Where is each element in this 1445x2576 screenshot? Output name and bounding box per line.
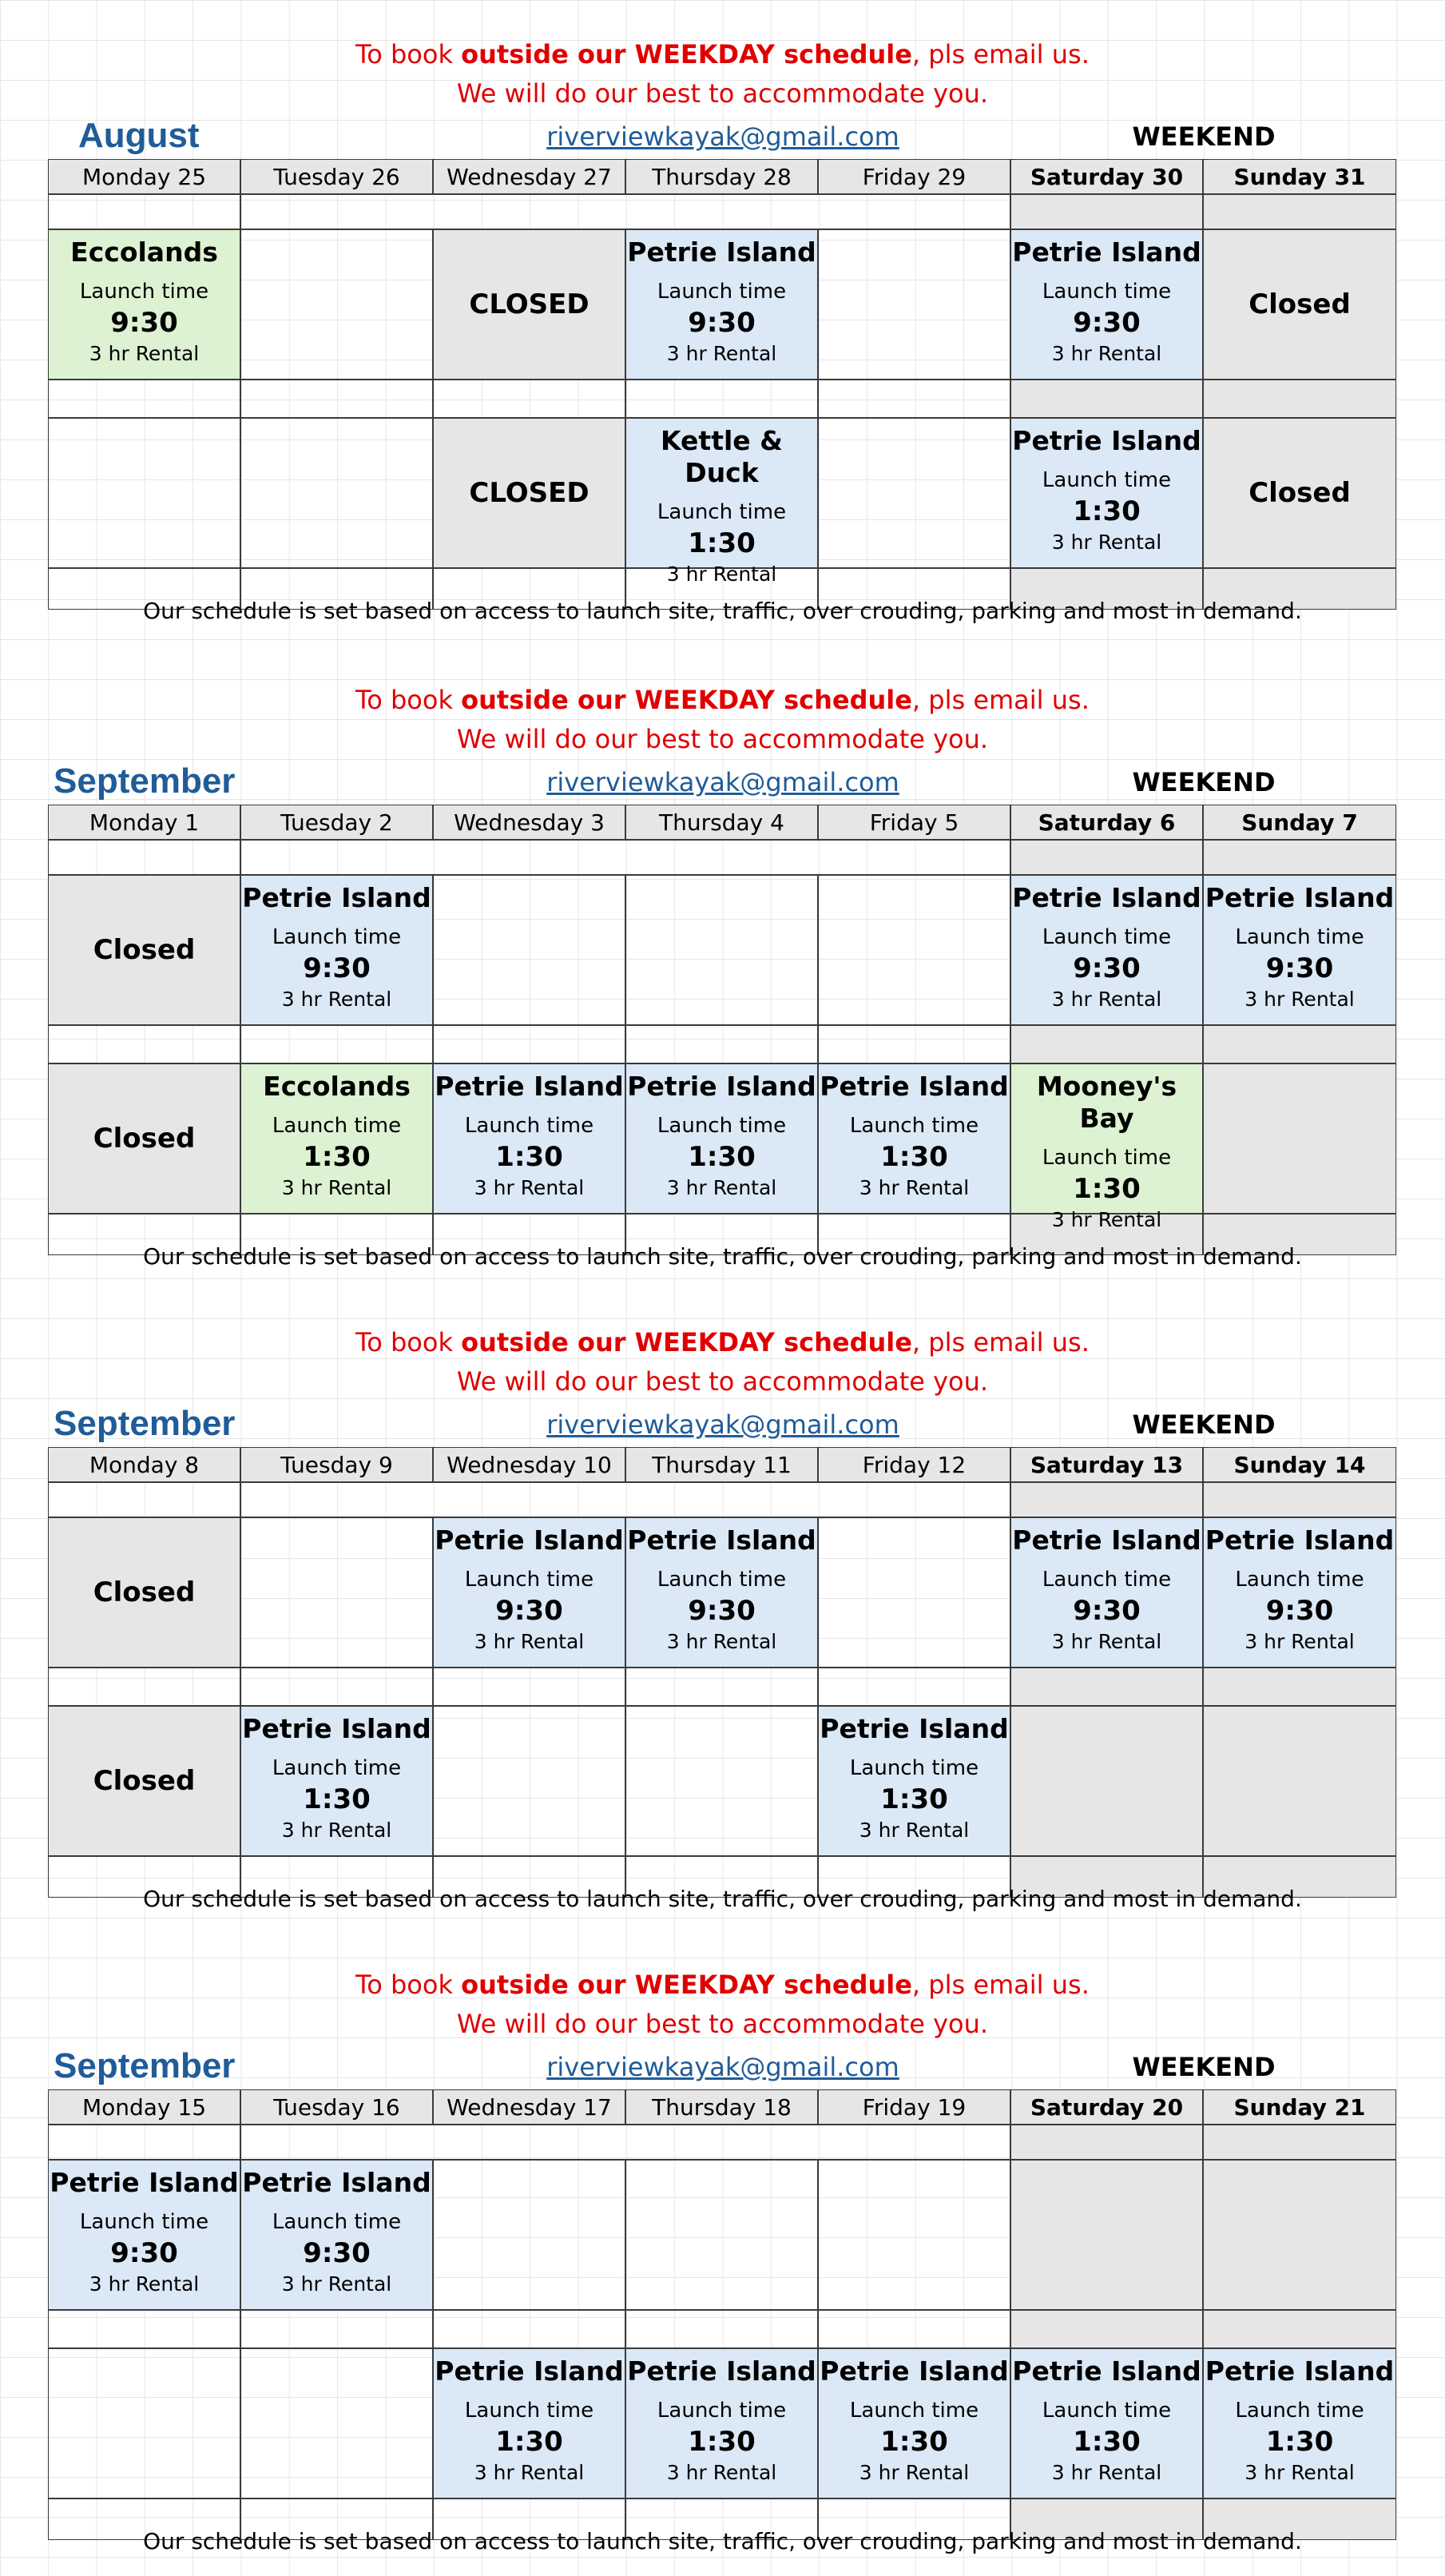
- launch-time-label: Launch time: [1042, 925, 1172, 949]
- rental-duration: 3 hr Rental: [666, 1176, 777, 1199]
- schedule-footer-note: Our schedule is set based on access to launch site, traffic, over crouding, parking and most in demand.: [143, 1243, 1302, 1270]
- closed-cell: [48, 875, 240, 1025]
- launch-location: Petrie Island: [1012, 882, 1201, 913]
- launch-location: Petrie Island: [242, 1713, 431, 1744]
- empty-cell: [240, 229, 433, 380]
- launch-location: Petrie Island: [627, 2355, 816, 2387]
- booking-note-line2: We will do our best to accommodate you.: [456, 2009, 989, 2039]
- month-title: September: [54, 1404, 236, 1443]
- launch-time-label: Launch time: [1042, 468, 1172, 492]
- empty-cell: [625, 2160, 818, 2310]
- booking-note: [0, 37, 1445, 72]
- launch-time-label: Launch time: [1235, 2399, 1364, 2423]
- schedule-footer-note: Our schedule is set based on access to launch site, traffic, over crouding, parking and most in demand.: [143, 598, 1302, 624]
- rental-duration: 3 hr Rental: [1245, 1630, 1355, 1653]
- rental-duration: 3 hr Rental: [89, 2272, 200, 2296]
- day-header: Saturday 6: [1010, 805, 1203, 840]
- launch-location: Petrie Island: [1012, 1525, 1201, 1556]
- day-header: Tuesday 9: [240, 1447, 433, 1482]
- launch-time: 1:30: [303, 1141, 371, 1173]
- launch-time: 9:30: [1073, 307, 1141, 339]
- email-link[interactable]: riverviewkayak@gmail.com: [546, 2052, 899, 2082]
- spacer-cell: [818, 1668, 1010, 1706]
- launch-location: Petrie Island: [1205, 1525, 1395, 1556]
- launch-time: 9:30: [1265, 1595, 1334, 1627]
- month-title: August: [78, 116, 200, 155]
- rental-duration: 3 hr Rental: [666, 563, 777, 586]
- closed-label: Closed: [1248, 288, 1351, 320]
- empty-cell: [1010, 1706, 1203, 1856]
- booking-note-prefix: To book: [355, 39, 462, 70]
- launch-time-label: Launch time: [657, 280, 787, 304]
- launch-location: Petrie Island: [242, 2167, 431, 2198]
- rental-duration: 3 hr Rental: [1051, 342, 1162, 365]
- booking-note-suffix: , pls email us.: [911, 1327, 1090, 1358]
- launch-location: Kettle & Duck: [661, 425, 783, 488]
- slot-cell[interactable]: [625, 1063, 818, 1214]
- rental-duration: 3 hr Rental: [89, 342, 200, 365]
- slot-cell[interactable]: [1010, 1517, 1203, 1668]
- booking-note-suffix: , pls email us.: [911, 39, 1090, 70]
- day-header: Thursday 11: [625, 1447, 818, 1482]
- spacer-cell: [625, 380, 818, 418]
- day-header: Monday 8: [48, 1447, 240, 1482]
- spacer-cell: [1010, 194, 1203, 229]
- slot-cell[interactable]: [1203, 2348, 1396, 2498]
- launch-time-label: Launch time: [849, 1114, 979, 1138]
- launch-location: Mooney's Bay: [1036, 1071, 1177, 1134]
- spacer-cell: [48, 2310, 240, 2348]
- slot-cell[interactable]: [433, 1063, 625, 1214]
- schedule-footer-note: Our schedule is set based on access to launch site, traffic, over crouding, parking and most in demand.: [143, 2528, 1302, 2554]
- launch-time: 9:30: [303, 952, 371, 984]
- closed-cell: [433, 229, 625, 380]
- spacer-cell: [240, 1025, 433, 1063]
- launch-time: 9:30: [303, 2237, 371, 2269]
- launch-time: 9:30: [1265, 952, 1334, 984]
- email-link[interactable]: riverviewkayak@gmail.com: [546, 767, 899, 797]
- launch-location: Petrie Island: [1012, 425, 1201, 456]
- spacer-cell: [1203, 2125, 1396, 2160]
- closed-cell: [1203, 418, 1396, 568]
- schedule-table: [48, 805, 1396, 1255]
- spacer-cell: [48, 1025, 240, 1063]
- empty-cell: [1203, 2160, 1396, 2310]
- launch-location: Eccolands: [263, 1071, 411, 1102]
- spacer-cell: [433, 380, 625, 418]
- launch-time-label: Launch time: [1042, 1146, 1172, 1170]
- launch-time: 9:30: [495, 1595, 563, 1627]
- empty-cell: [1203, 1063, 1396, 1214]
- launch-time: 9:30: [1073, 952, 1141, 984]
- launch-time: 1:30: [495, 2426, 563, 2458]
- launch-location: Petrie Island: [820, 1713, 1009, 1744]
- launch-time-label: Launch time: [464, 1114, 594, 1138]
- rental-duration: 3 hr Rental: [1051, 988, 1162, 1011]
- week-block: [0, 0, 1445, 646]
- day-header: Tuesday 16: [240, 2089, 433, 2125]
- empty-cell: [818, 875, 1010, 1025]
- rental-duration: 3 hr Rental: [859, 1819, 970, 1842]
- spacer-cell: [625, 1668, 818, 1706]
- day-header: Friday 19: [818, 2089, 1010, 2125]
- launch-location: Petrie Island: [50, 2167, 239, 2198]
- launch-time: 1:30: [1265, 2426, 1334, 2458]
- day-header: Friday 12: [818, 1447, 1010, 1482]
- email-link[interactable]: riverviewkayak@gmail.com: [546, 121, 899, 152]
- rental-duration: 3 hr Rental: [474, 1176, 585, 1199]
- launch-time: 1:30: [1073, 495, 1141, 527]
- launch-location: Petrie Island: [435, 1071, 624, 1102]
- launch-time-label: Launch time: [79, 280, 209, 304]
- slot-cell[interactable]: [1010, 1063, 1203, 1231]
- week-block: [0, 646, 1445, 1291]
- day-header: Saturday 20: [1010, 2089, 1203, 2125]
- week-block: [0, 1930, 1445, 2576]
- slot-cell[interactable]: [1010, 2348, 1203, 2498]
- spacer-cell: [240, 1668, 433, 1706]
- empty-cell: [240, 2348, 433, 2498]
- launch-time-label: Launch time: [657, 2399, 787, 2423]
- spacer-cell: [1203, 840, 1396, 875]
- launch-location: Petrie Island: [435, 2355, 624, 2387]
- rental-duration: 3 hr Rental: [474, 2461, 585, 2484]
- day-header: Saturday 13: [1010, 1447, 1203, 1482]
- day-header: Monday 15: [48, 2089, 240, 2125]
- launch-time-label: Launch time: [657, 500, 787, 524]
- spacer-cell: [1010, 2310, 1203, 2348]
- slot-cell[interactable]: [240, 1063, 433, 1214]
- launch-location: Petrie Island: [1205, 2355, 1395, 2387]
- day-header: Thursday 4: [625, 805, 818, 840]
- slot-cell[interactable]: [625, 1517, 818, 1668]
- launch-location: Eccolands: [70, 237, 218, 268]
- launch-time-label: Launch time: [849, 2399, 979, 2423]
- launch-location: Petrie Island: [435, 1525, 624, 1556]
- day-header: Wednesday 3: [433, 805, 625, 840]
- booking-note-bold: outside our WEEKDAY schedule: [461, 1970, 912, 2000]
- schedule-footer-note: Our schedule is set based on access to launch site, traffic, over crouding, parking and most in demand.: [143, 1886, 1302, 1912]
- schedule-table: [48, 159, 1396, 610]
- closed-cell: [48, 1706, 240, 1856]
- spacer-cell: [48, 840, 240, 875]
- booking-note-prefix: To book: [355, 1327, 462, 1358]
- launch-location: Petrie Island: [1012, 2355, 1201, 2387]
- empty-cell: [625, 875, 818, 1025]
- closed-label: Closed: [93, 934, 196, 966]
- spacer-cell: [1010, 1482, 1203, 1517]
- day-header: Monday 25: [48, 159, 240, 194]
- launch-time-label: Launch time: [464, 2399, 594, 2423]
- launch-time-label: Launch time: [1042, 1568, 1172, 1592]
- spacer-cell: [240, 380, 433, 418]
- email-link[interactable]: riverviewkayak@gmail.com: [546, 1409, 899, 1440]
- launch-location: Petrie Island: [1012, 237, 1201, 268]
- launch-time-label: Launch time: [272, 1756, 402, 1780]
- spacer-cell: [240, 2125, 1010, 2160]
- spacer-cell: [48, 380, 240, 418]
- day-header: Tuesday 26: [240, 159, 433, 194]
- spacer-cell: [433, 2310, 625, 2348]
- slot-cell[interactable]: [48, 2160, 240, 2310]
- spacer-cell: [818, 380, 1010, 418]
- day-header: Wednesday 17: [433, 2089, 625, 2125]
- day-header: Friday 5: [818, 805, 1010, 840]
- slot-cell[interactable]: [1010, 418, 1203, 568]
- closed-label: Closed: [93, 1765, 196, 1797]
- weekend-label: WEEKEND: [1132, 1409, 1276, 1440]
- day-header: Thursday 28: [625, 159, 818, 194]
- launch-time-label: Launch time: [272, 2210, 402, 2234]
- booking-note-prefix: To book: [355, 685, 462, 715]
- empty-cell: [240, 418, 433, 568]
- empty-cell: [433, 875, 625, 1025]
- week-block: [0, 1288, 1445, 1934]
- rental-duration: 3 hr Rental: [1051, 1630, 1162, 1653]
- schedule-table: [48, 1447, 1396, 1898]
- day-header: Monday 1: [48, 805, 240, 840]
- booking-note-line2: We will do our best to accommodate you.: [456, 78, 989, 109]
- rental-duration: 3 hr Rental: [1245, 988, 1355, 1011]
- rental-duration: 3 hr Rental: [1051, 531, 1162, 554]
- empty-cell: [818, 2160, 1010, 2310]
- spacer-cell: [1203, 1668, 1396, 1706]
- spacer-cell: [818, 1025, 1010, 1063]
- closed-label: Closed: [93, 1123, 196, 1155]
- rental-duration: 3 hr Rental: [474, 1630, 585, 1653]
- launch-location: Petrie Island: [627, 1525, 816, 1556]
- launch-time-label: Launch time: [657, 1568, 787, 1592]
- day-header: Friday 29: [818, 159, 1010, 194]
- rental-duration: 3 hr Rental: [666, 1630, 777, 1653]
- spacer-cell: [1203, 1025, 1396, 1063]
- launch-time-label: Launch time: [464, 1568, 594, 1592]
- booking-note: [0, 1325, 1445, 1360]
- schedule-table: [48, 2089, 1396, 2540]
- spacer-cell: [1203, 194, 1396, 229]
- closed-label: CLOSED: [469, 477, 590, 509]
- slot-cell[interactable]: [625, 2348, 818, 2498]
- booking-note-bold: outside our WEEKDAY schedule: [461, 39, 912, 70]
- month-title: September: [54, 761, 236, 801]
- slot-cell[interactable]: [625, 229, 818, 380]
- booking-note-bold: outside our WEEKDAY schedule: [461, 1327, 912, 1358]
- slot-cell[interactable]: [625, 418, 818, 586]
- rental-duration: 3 hr Rental: [859, 1176, 970, 1199]
- launch-time: 1:30: [880, 2426, 948, 2458]
- slot-cell[interactable]: [240, 2160, 433, 2310]
- spacer-cell: [48, 1482, 240, 1517]
- empty-cell: [48, 418, 240, 568]
- weekend-label: WEEKEND: [1132, 2052, 1276, 2082]
- slot-cell[interactable]: [818, 2348, 1010, 2498]
- rental-duration: 3 hr Rental: [666, 342, 777, 365]
- day-header: Tuesday 2: [240, 805, 433, 840]
- day-header: Thursday 18: [625, 2089, 818, 2125]
- slot-cell[interactable]: [1203, 875, 1396, 1025]
- empty-cell: [1203, 1706, 1396, 1856]
- launch-time: 1:30: [495, 1141, 563, 1173]
- spacer-cell: [1010, 840, 1203, 875]
- spacer-cell: [48, 2125, 240, 2160]
- empty-cell: [818, 229, 1010, 380]
- closed-label: CLOSED: [469, 288, 590, 320]
- spacer-cell: [1203, 380, 1396, 418]
- rental-duration: 3 hr Rental: [281, 1819, 392, 1842]
- spacer-cell: [240, 194, 1010, 229]
- launch-time-label: Launch time: [1235, 1568, 1364, 1592]
- empty-cell: [1010, 2160, 1203, 2310]
- booking-note-prefix: To book: [355, 1970, 462, 2000]
- launch-location: Petrie Island: [242, 882, 431, 913]
- spacer-cell: [1010, 2125, 1203, 2160]
- day-header: Sunday 14: [1203, 1447, 1396, 1482]
- launch-time-label: Launch time: [272, 1114, 402, 1138]
- booking-note: [0, 1967, 1445, 2002]
- rental-duration: 3 hr Rental: [1245, 2461, 1355, 2484]
- empty-cell: [433, 1706, 625, 1856]
- launch-time: 9:30: [110, 307, 178, 339]
- slot-cell[interactable]: [1010, 875, 1203, 1025]
- empty-cell: [818, 1517, 1010, 1668]
- empty-cell: [818, 418, 1010, 568]
- launch-time-label: Launch time: [272, 925, 402, 949]
- spacer-cell: [48, 1668, 240, 1706]
- launch-time: 1:30: [880, 1783, 948, 1815]
- launch-time-label: Launch time: [1042, 280, 1172, 304]
- spacer-cell: [433, 1025, 625, 1063]
- booking-note-bold: outside our WEEKDAY schedule: [461, 685, 912, 715]
- rental-duration: 3 hr Rental: [1051, 1208, 1162, 1231]
- slot-cell[interactable]: [240, 875, 433, 1025]
- launch-location: Petrie Island: [627, 237, 816, 268]
- closed-cell: [48, 1517, 240, 1668]
- closed-label: Closed: [93, 1576, 196, 1608]
- launch-time: 1:30: [303, 1783, 371, 1815]
- rental-duration: 3 hr Rental: [1051, 2461, 1162, 2484]
- launch-time: 1:30: [1073, 2426, 1141, 2458]
- launch-location: Petrie Island: [1205, 882, 1395, 913]
- rental-duration: 3 hr Rental: [281, 988, 392, 1011]
- day-header: Saturday 30: [1010, 159, 1203, 194]
- closed-label: Closed: [1248, 477, 1351, 509]
- launch-time: 1:30: [1073, 1173, 1141, 1205]
- booking-note-suffix: , pls email us.: [911, 1970, 1090, 2000]
- spacer-cell: [1010, 1668, 1203, 1706]
- empty-cell: [240, 1517, 433, 1668]
- launch-time: 9:30: [110, 2237, 178, 2269]
- launch-time: 9:30: [688, 307, 756, 339]
- day-header: Wednesday 10: [433, 1447, 625, 1482]
- month-title: September: [54, 2046, 236, 2085]
- slot-cell[interactable]: [818, 1063, 1010, 1214]
- launch-time: 1:30: [688, 527, 756, 559]
- spacer-cell: [1203, 1482, 1396, 1517]
- day-header: Sunday 21: [1203, 2089, 1396, 2125]
- weekend-label: WEEKEND: [1132, 121, 1276, 152]
- rental-duration: 3 hr Rental: [281, 2272, 392, 2296]
- launch-time-label: Launch time: [1235, 925, 1364, 949]
- spacer-cell: [433, 1668, 625, 1706]
- booking-note-line2: We will do our best to accommodate you.: [456, 724, 989, 754]
- launch-time: 1:30: [688, 1141, 756, 1173]
- spacer-cell: [48, 194, 240, 229]
- empty-cell: [625, 1706, 818, 1856]
- launch-time-label: Launch time: [79, 2210, 209, 2234]
- booking-note-line2: We will do our best to accommodate you.: [456, 1366, 989, 1397]
- closed-cell: [48, 1063, 240, 1214]
- day-header: Sunday 7: [1203, 805, 1396, 840]
- spacer-cell: [240, 840, 1010, 875]
- slot-cell[interactable]: [1203, 1517, 1396, 1668]
- spacer-cell: [1203, 2310, 1396, 2348]
- launch-time: 9:30: [1073, 1595, 1141, 1627]
- weekend-label: WEEKEND: [1132, 767, 1276, 797]
- booking-note: [0, 682, 1445, 718]
- spacer-cell: [240, 1482, 1010, 1517]
- closed-cell: [433, 418, 625, 568]
- launch-location: Petrie Island: [820, 2355, 1009, 2387]
- slot-cell[interactable]: [1010, 229, 1203, 380]
- slot-cell[interactable]: [818, 1706, 1010, 1856]
- day-header: Wednesday 27: [433, 159, 625, 194]
- rental-duration: 3 hr Rental: [281, 1176, 392, 1199]
- launch-location: Petrie Island: [627, 1071, 816, 1102]
- launch-time-label: Launch time: [849, 1756, 979, 1780]
- spacer-cell: [1010, 380, 1203, 418]
- slot-cell[interactable]: [48, 229, 240, 380]
- spacer-cell: [818, 2310, 1010, 2348]
- launch-location: Petrie Island: [820, 1071, 1009, 1102]
- launch-time-label: Launch time: [1042, 2399, 1172, 2423]
- slot-cell[interactable]: [433, 1517, 625, 1668]
- slot-cell[interactable]: [240, 1706, 433, 1856]
- spacer-cell: [625, 2310, 818, 2348]
- booking-note-suffix: , pls email us.: [911, 685, 1090, 715]
- launch-time: 9:30: [688, 1595, 756, 1627]
- rental-duration: 3 hr Rental: [859, 2461, 970, 2484]
- spacer-cell: [1010, 1025, 1203, 1063]
- launch-time: 1:30: [688, 2426, 756, 2458]
- slot-cell[interactable]: [433, 2348, 625, 2498]
- launch-time-label: Launch time: [657, 1114, 787, 1138]
- launch-time: 1:30: [880, 1141, 948, 1173]
- rental-duration: 3 hr Rental: [666, 2461, 777, 2484]
- spacer-cell: [240, 2310, 433, 2348]
- closed-cell: [1203, 229, 1396, 380]
- day-header: Sunday 31: [1203, 159, 1396, 194]
- spacer-cell: [625, 1025, 818, 1063]
- empty-cell: [48, 2348, 240, 2498]
- empty-cell: [433, 2160, 625, 2310]
